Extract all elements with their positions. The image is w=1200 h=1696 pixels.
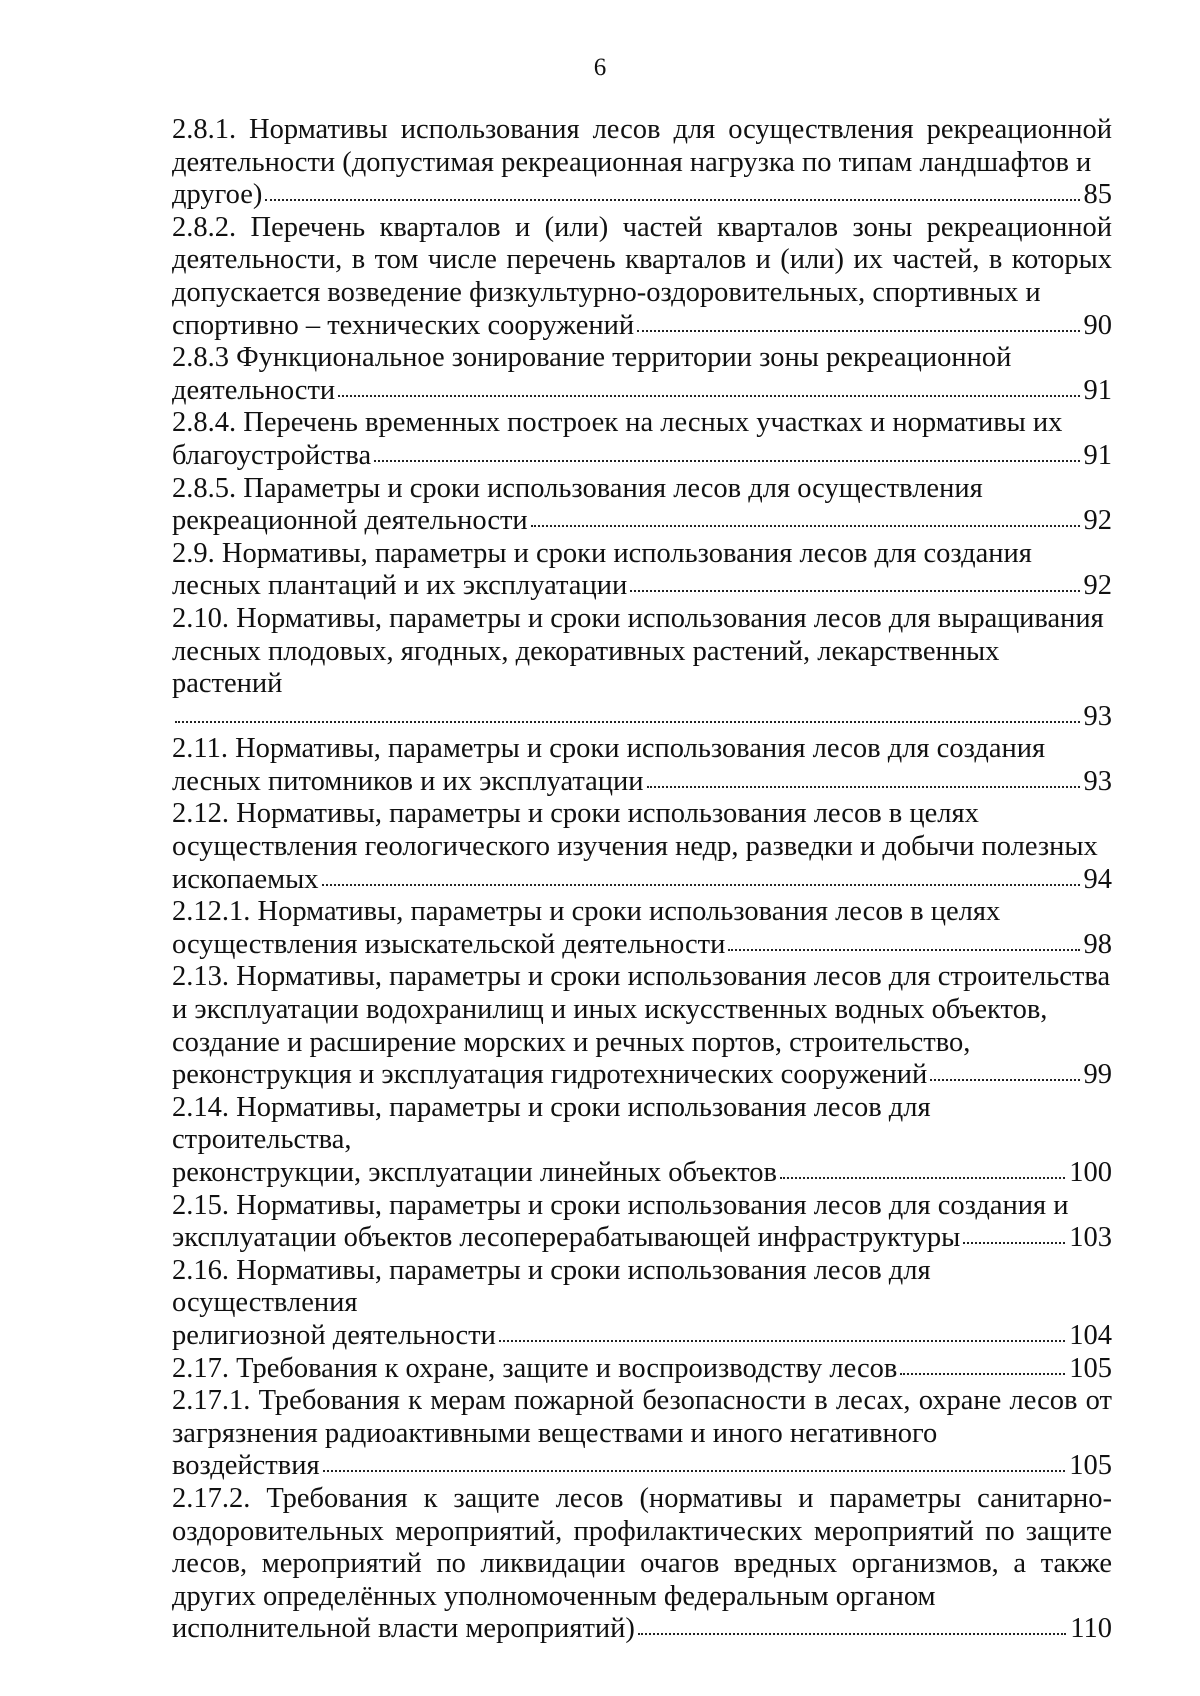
toc-entry-tail: другое) (172, 179, 263, 211)
dot-leader (637, 314, 1079, 334)
page-number: 6 (593, 54, 607, 81)
dot-leader (638, 1617, 1066, 1637)
toc-entry-last-line (172, 766, 1112, 799)
toc-entry-text: 2.8.3 Функциональное зонирование территории зоны рекреационной (172, 342, 1012, 374)
toc-entry-tail: осуществления изыскательской деятельности (172, 928, 726, 960)
toc-entry-tail: религиозной деятельности (172, 1319, 496, 1351)
toc-entry-last-line (172, 1353, 1112, 1386)
toc-entry (172, 1385, 1112, 1483)
dot-leader (780, 1161, 1065, 1181)
toc-entry-last-line (172, 929, 1112, 962)
toc-entry (172, 896, 1112, 961)
toc-entry (172, 1483, 1112, 1646)
toc-entry (172, 114, 1112, 212)
toc-entry (172, 1255, 1112, 1353)
table-of-contents (172, 114, 1112, 1646)
dot-leader (630, 574, 1079, 594)
toc-entry-last-line (172, 375, 1112, 408)
toc-entry-page: 94 (1083, 863, 1112, 895)
toc-entry-text: и эксплуатации водохранилищ и иных искусственных водных объектов, (172, 994, 1048, 1026)
toc-entry-page: 93 (1083, 765, 1112, 797)
toc-entry (172, 212, 1112, 342)
toc-entry-page: 98 (1083, 928, 1112, 960)
dot-leader (728, 933, 1079, 953)
toc-entry-text: 2.13. Нормативы, параметры и сроки использования лесов для строительства (172, 961, 1111, 993)
dot-leader (323, 1454, 1066, 1474)
toc-entry-tail: ископаемых (172, 863, 319, 895)
toc-entry (172, 961, 1112, 1091)
toc-entry-text: 2.11. Нормативы, параметры и сроки использования лесов для создания (172, 733, 1046, 765)
toc-entry (172, 407, 1112, 472)
toc-entry-last-line (172, 1157, 1112, 1190)
toc-entry-tail: 2.17. Требования к охране, защите и воспроизводству лесов (172, 1352, 898, 1384)
dot-leader (374, 444, 1079, 464)
toc-entry-tail: рекреационной деятельности (172, 505, 528, 537)
toc-entry-tail: воздействия (172, 1450, 320, 1482)
dot-leader (265, 183, 1079, 203)
toc-entry-page: 90 (1083, 309, 1112, 341)
toc-entry-last-line (172, 570, 1112, 603)
toc-entry-page: 104 (1069, 1319, 1112, 1351)
toc-entry (172, 1353, 1112, 1386)
dot-leader (963, 1226, 1065, 1246)
toc-entry (172, 733, 1112, 798)
toc-entry-text: 2.8.5. Параметры и сроки использования лесов для осуществления (172, 472, 983, 504)
toc-entry (172, 538, 1112, 603)
dot-leader (499, 1324, 1065, 1344)
toc-entry-text: осуществления геологического изучения недр, разведки и добычи полезных (172, 831, 1098, 863)
dot-leader (647, 770, 1080, 790)
toc-entry-text: 2.17.2. Требования к защите лесов (нормативы и параметры санитарно-оздоровительных мероприятий, профилактических мероприятий по защите лесов, мероприятий по ликвидации очагов вредных организмов, а также других определённых уполномоченным федеральным органом (172, 1482, 1112, 1612)
toc-entry-tail: благоустройства (172, 439, 372, 471)
toc-entry-page: 105 (1069, 1352, 1112, 1384)
toc-entry-tail: деятельности (172, 374, 336, 406)
toc-entry-tail: лесных питомников и их эксплуатации (172, 765, 644, 797)
toc-entry-page: 100 (1069, 1157, 1112, 1188)
toc-entry-page: 99 (1083, 1059, 1112, 1091)
dot-leader (175, 705, 1080, 725)
toc-entry-tail: реконструкции, эксплуатации линейных объектов (172, 1157, 777, 1188)
toc-entry-page: 93 (1083, 700, 1112, 732)
dot-leader (322, 868, 1080, 888)
toc-entry (172, 1092, 1112, 1190)
toc-entry-text: 2.9. Нормативы, параметры и сроки использования лесов для создания (172, 537, 1032, 569)
dot-leader (531, 509, 1080, 529)
toc-entry-tail: спортивно – технических сооружений (172, 309, 635, 341)
toc-entry-text: 2.8.1. Нормативы использования лесов для осуществления рекреационной деятельности (допустимая рекреационная нагрузка по типам ландшафтов и (172, 114, 1112, 178)
toc-entry-page: 105 (1069, 1450, 1112, 1482)
toc-entry-page: 91 (1083, 439, 1112, 471)
dot-leader (930, 1063, 1079, 1083)
toc-entry-page: 110 (1070, 1613, 1112, 1645)
toc-entry-page: 92 (1083, 505, 1112, 537)
toc-entry-page: 91 (1083, 374, 1112, 406)
toc-entry-text: 2.12. Нормативы, параметры и сроки использования лесов в целях (172, 798, 979, 830)
dot-leader (338, 379, 1079, 399)
toc-entry-last-line (172, 310, 1112, 343)
toc-entry-last-line (172, 505, 1112, 538)
toc-entry-page: 92 (1083, 570, 1112, 602)
toc-entry-last-line (172, 1613, 1112, 1646)
toc-entry-last-line (172, 1059, 1112, 1092)
toc-entry (172, 603, 1112, 733)
toc-entry (172, 473, 1112, 538)
toc-entry-text: 2.17.1. Требования к мерам пожарной безопасности в лесах, охране лесов от загрязнения радиоактивными веществами и иного негативного (172, 1385, 1112, 1449)
toc-entry (172, 1190, 1112, 1255)
toc-entry-text: 2.8.4. Перечень временных построек на лесных участках и нормативы их (172, 407, 1063, 439)
toc-entry-tail: исполнительной власти мероприятий) (172, 1613, 635, 1645)
toc-entry-last-line (172, 1450, 1112, 1483)
toc-entry (172, 342, 1112, 407)
toc-entry (172, 798, 1112, 896)
toc-entry-text: 2.16. Нормативы, параметры и сроки использования лесов для осуществления (172, 1254, 931, 1319)
toc-entry-last-line (172, 1222, 1112, 1255)
toc-entry-last-line (172, 864, 1112, 897)
toc-entry-text: лесных плодовых, ягодных, декоративных растений, лекарственных растений (172, 635, 1000, 700)
toc-entry-text: 2.12.1. Нормативы, параметры и сроки использования лесов в целях (172, 896, 1001, 928)
toc-entry-text: создание и расширение морских и речных портов, строительство, (172, 1026, 971, 1058)
toc-entry-tail: реконструкция и эксплуатация гидротехнических сооружений (172, 1059, 928, 1091)
toc-entry-last-line (172, 179, 1112, 212)
toc-entry-text: 2.15. Нормативы, параметры и сроки использования лесов для создания и (172, 1189, 1069, 1221)
toc-entry-last-line (172, 440, 1112, 473)
dot-leader (900, 1357, 1065, 1377)
toc-entry-text: 2.10. Нормативы, параметры и сроки использования лесов для выращивания (172, 602, 1104, 634)
toc-entry-last-line (172, 701, 1112, 734)
toc-entry-text: 2.14. Нормативы, параметры и сроки использования лесов для строительства, (172, 1091, 931, 1156)
toc-entry-text: 2.8.2. Перечень кварталов и (или) частей кварталов зоны рекреационной деятельности, в том числе перечень кварталов и (или) их частей, в которых допускается возведение физкультурно-оздоровительных, спортивных и (172, 211, 1112, 308)
toc-entry-last-line (172, 1320, 1112, 1353)
toc-entry-tail: лесных плантаций и их эксплуатации (172, 570, 628, 602)
toc-entry-page: 103 (1069, 1222, 1112, 1254)
toc-entry-page: 85 (1083, 179, 1112, 211)
toc-entry-tail: эксплуатации объектов лесоперерабатывающей инфраструктуры (172, 1222, 961, 1254)
